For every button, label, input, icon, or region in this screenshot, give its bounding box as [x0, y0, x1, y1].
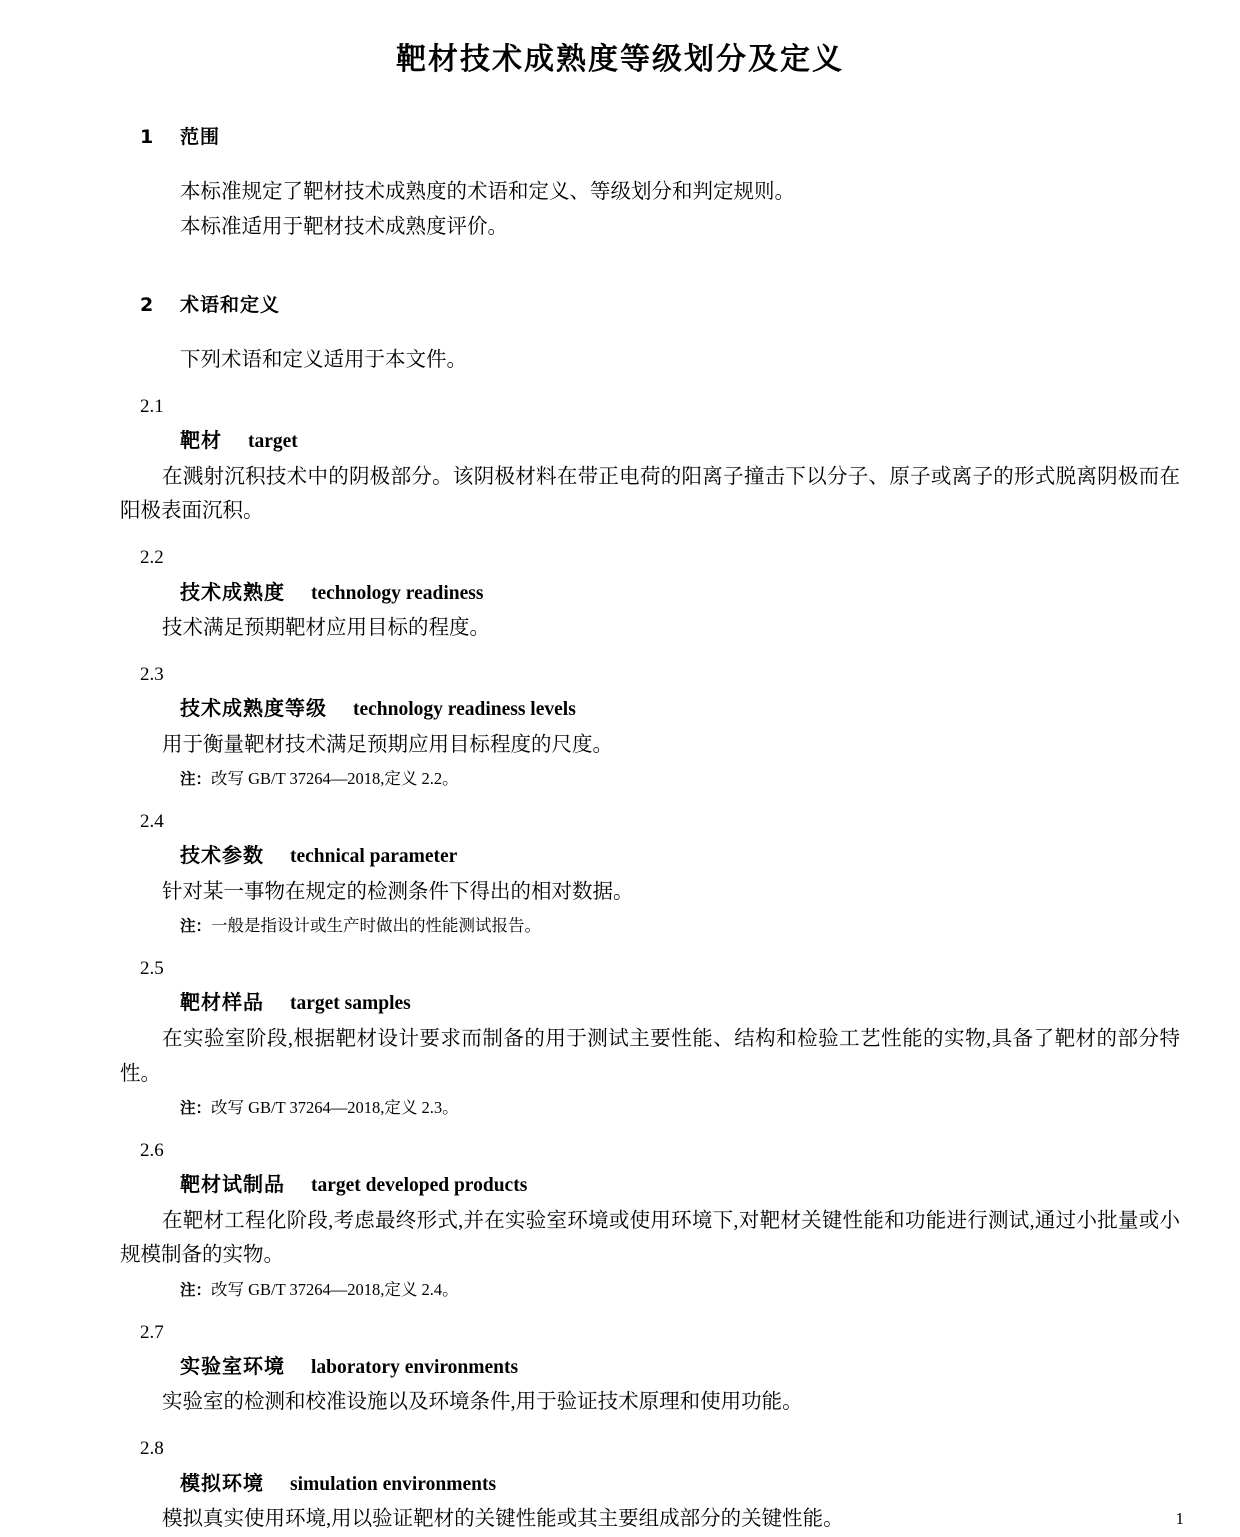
- term-number: 2.3: [140, 663, 164, 685]
- term-entry: [60, 662, 1180, 793]
- term-number: 2.7: [140, 1321, 164, 1343]
- term-note: [60, 1277, 1180, 1303]
- term-name: [60, 692, 1180, 725]
- term-name-cn: 靶材试制品: [180, 1172, 285, 1197]
- term-entry: [60, 1138, 1180, 1304]
- page-title: 靶材技术成熟度等级划分及定义: [396, 42, 844, 77]
- clause-1-paragraph-1: 本标准规定了靶材技术成熟度的术语和定义、等级划分和判定规则。: [180, 181, 795, 203]
- term-name: [60, 576, 1180, 609]
- term-name-cn: 靶材样品: [180, 990, 264, 1015]
- term-entry: [60, 1436, 1180, 1537]
- clause-title-2: 术语和定义: [180, 293, 281, 316]
- term-name: [60, 986, 1180, 1019]
- term-note: [60, 766, 1180, 792]
- document-page: [0, 18, 1240, 1537]
- term-number: 2.8: [140, 1438, 164, 1460]
- page-number: 1: [1175, 1508, 1184, 1528]
- note-text: 改写 GB/T 37264—2018,定义 2.2。: [211, 769, 459, 789]
- clause-heading-2: [60, 290, 1180, 317]
- note-label: 注：: [180, 917, 212, 936]
- note-text: 一般是指设计或生产时做出的性能测试报告。: [211, 916, 542, 936]
- term-name-en: target developed products: [311, 1175, 528, 1197]
- note-text: 改写 GB/T 37264—2018,定义 2.4。: [211, 1280, 459, 1300]
- clause-title-1: 范围: [180, 126, 221, 148]
- term-number: 2.1: [140, 395, 164, 417]
- term-name-cn: 模拟环境: [180, 1470, 264, 1495]
- term-note: [60, 913, 1180, 939]
- clause-2-intro: 下列术语和定义适用于本文件。: [180, 348, 467, 371]
- term-name-cn: 靶材: [180, 428, 222, 453]
- clause-number-2: 2: [140, 293, 155, 316]
- term-entry: [60, 956, 1180, 1122]
- term-name-en: technology readiness: [311, 582, 484, 604]
- term-number: 2.4: [140, 810, 164, 832]
- term-entry: [60, 545, 1180, 646]
- term-name: [60, 424, 1180, 457]
- term-entry: [60, 394, 1180, 529]
- term-number: 2.2: [140, 547, 164, 569]
- term-definition: 技术满足预期靶材应用目标的程度。: [162, 617, 490, 639]
- note-label: 注：: [180, 770, 212, 789]
- term-name: [60, 1350, 1180, 1383]
- term-number: 2.5: [140, 957, 164, 979]
- note-text: 改写 GB/T 37264—2018,定义 2.3。: [211, 1098, 459, 1118]
- term-number: 2.6: [140, 1139, 164, 1161]
- term-definition: 模拟真实使用环境,用以验证靶材的关键性能或其主要组成部分的关键性能。: [162, 1508, 844, 1530]
- term-definition: 针对某一事物在规定的检测条件下得出的相对数据。: [162, 880, 634, 903]
- note-label: 注：: [180, 1281, 212, 1300]
- term-name-en: laboratory environments: [311, 1357, 519, 1379]
- term-name-en: simulation environments: [290, 1473, 497, 1495]
- clause-1-paragraph-2: 本标准适用于靶材技术成熟度评价。: [180, 216, 508, 239]
- note-label: 注：: [180, 1099, 212, 1118]
- term-name-cn: 实验室环境: [180, 1354, 285, 1379]
- term-definition: 在溅射沉积技术中的阴极部分。该阴极材料在带正电荷的阳离子撞击下以分子、原子或离子的形式脱离阴极而在阳极表面沉积。: [120, 465, 1180, 523]
- term-name: [60, 839, 1180, 872]
- term-name-cn: 技术成熟度: [180, 579, 285, 604]
- term-definition: 在实验室阶段,根据靶材设计要求而制备的用于测试主要性能、结构和检验工艺性能的实物,具备了靶材的部分特性。: [120, 1027, 1180, 1085]
- term-name: [60, 1168, 1180, 1201]
- term-name-en: target: [248, 431, 298, 453]
- term-definition: 用于衡量靶材技术满足预期应用目标程度的尺度。: [162, 733, 613, 756]
- term-note: [60, 1095, 1180, 1121]
- term-name-en: target samples: [290, 993, 411, 1015]
- term-name: [60, 1467, 1180, 1500]
- term-entry: [60, 809, 1180, 940]
- term-name-en: technology readiness levels: [353, 699, 576, 721]
- term-name-cn: 技术成熟度等级: [180, 696, 327, 721]
- term-name-en: technical parameter: [290, 846, 458, 868]
- clause-number-1: 1: [140, 126, 155, 148]
- term-name-cn: 技术参数: [180, 843, 264, 868]
- term-entry: [60, 1320, 1180, 1421]
- clause-heading-1: [60, 122, 1180, 149]
- term-definition: 在靶材工程化阶段,考虑最终形式,并在实验室环境或使用环境下,对靶材关键性能和功能进行测试,通过小批量或小规模制备的实物。: [120, 1209, 1180, 1267]
- term-definition: 实验室的检测和校准设施以及环境条件,用于验证技术原理和使用功能。: [162, 1391, 803, 1414]
